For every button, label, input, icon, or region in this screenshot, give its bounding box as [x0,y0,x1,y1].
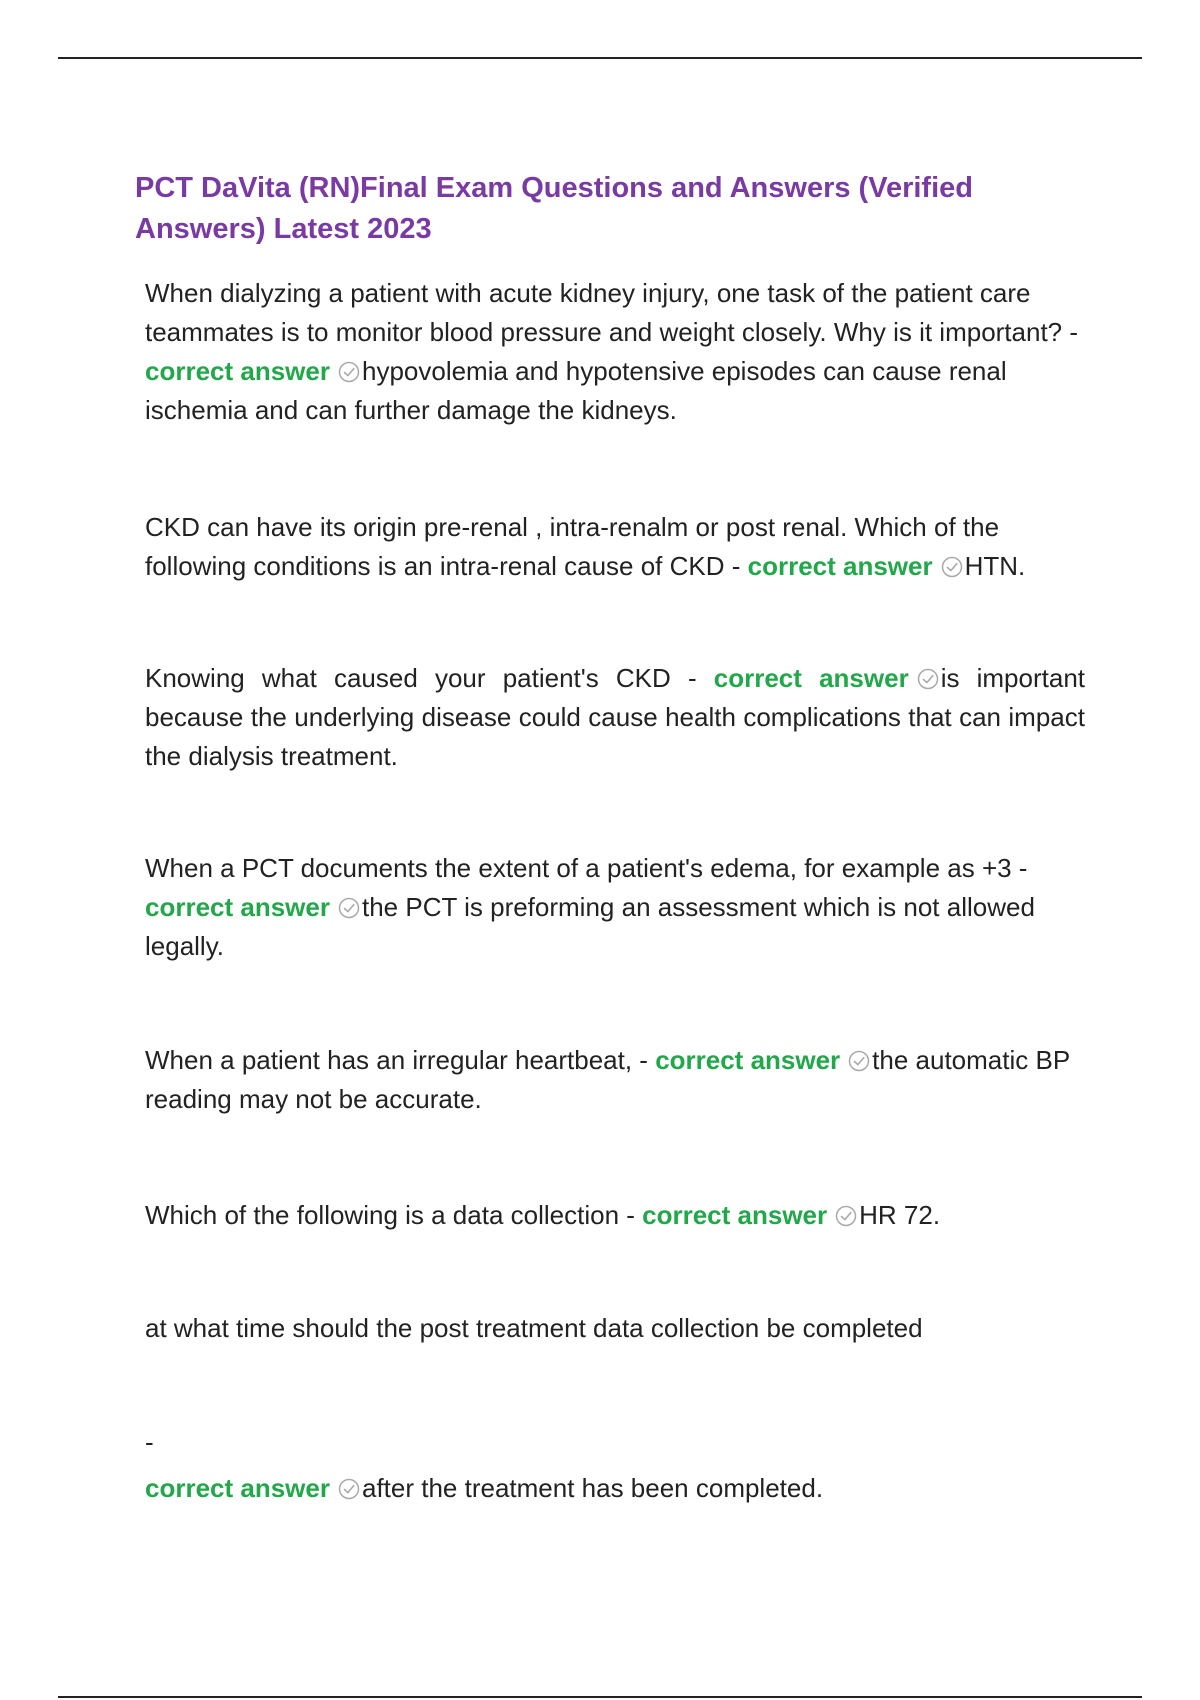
question-text: When a patient has an irregular heartbeat, - [145,1045,656,1075]
document-title: PCT DaVita (RN)Final Exam Questions and Answers (Verified Answers) Latest 2023 [135,172,973,245]
qa-item-4 [145,849,1085,966]
answer-text: the PCT is preforming an assessment which is not allowed legally. [145,892,1035,961]
check-circle-icon [835,1205,857,1227]
answer-text: the automatic BP reading may not be accurate. [145,1045,1070,1114]
bottom-divider [58,1696,1142,1698]
answer-text: after the treatment has been completed. [361,1473,824,1503]
question-text: at what time should the post treatment data collection be completed [145,1313,923,1343]
check-circle-icon [941,556,963,578]
correct-answer-label: correct answer [145,1473,330,1503]
qa-item-5 [145,1041,1085,1119]
check-circle-icon [917,668,939,690]
answer-text: hypovolemia and hypotensive episodes can cause renal ischemia and can further damage the kidneys. [145,356,1007,425]
qa-item-1 [145,274,1085,430]
question-text: When dialyzing a patient with acute kidney injury, one task of the patient care teammates is to monitor blood pressure and weight closely. Why is it important? - [145,278,1079,347]
correct-answer-label: correct answer [145,356,330,386]
qa-item-6 [145,1196,1085,1235]
question-text: When a PCT documents the extent of a patient's edema, for example as +3 - [145,853,1028,883]
correct-answer-label: correct answer [747,551,933,581]
qa-item-7-dash [145,1423,1085,1462]
answer-text: is important because the underlying disease could cause health complications that can impact the dialysis treatment. [145,663,1086,771]
question-text: Knowing what caused your patient's CKD - [145,663,714,693]
question-text: Which of the following is a data collection - [145,1200,643,1230]
top-divider [58,57,1142,59]
qa-item-3 [145,659,1085,776]
qa-item-7-answer [145,1469,1085,1508]
answer-text: HTN. [964,551,1026,581]
check-circle-icon [338,897,360,919]
correct-answer-label: correct answer [145,892,330,922]
correct-answer-label: correct answer [655,1045,841,1075]
check-circle-icon [338,361,360,383]
qa-item-2 [145,508,1085,586]
check-circle-icon [848,1050,870,1072]
answer-text: HR 72. [859,1200,941,1230]
correct-answer-label: correct answer [642,1200,828,1230]
qa-item-7-question [145,1309,1085,1348]
correct-answer-label: correct answer [713,663,909,693]
question-text: CKD can have its origin pre-renal , intra-renalm or post renal. Which of the following conditions is an intra-renal cause of CKD - [145,512,1000,581]
check-circle-icon [338,1478,360,1500]
separator-dash: - [145,1427,154,1457]
